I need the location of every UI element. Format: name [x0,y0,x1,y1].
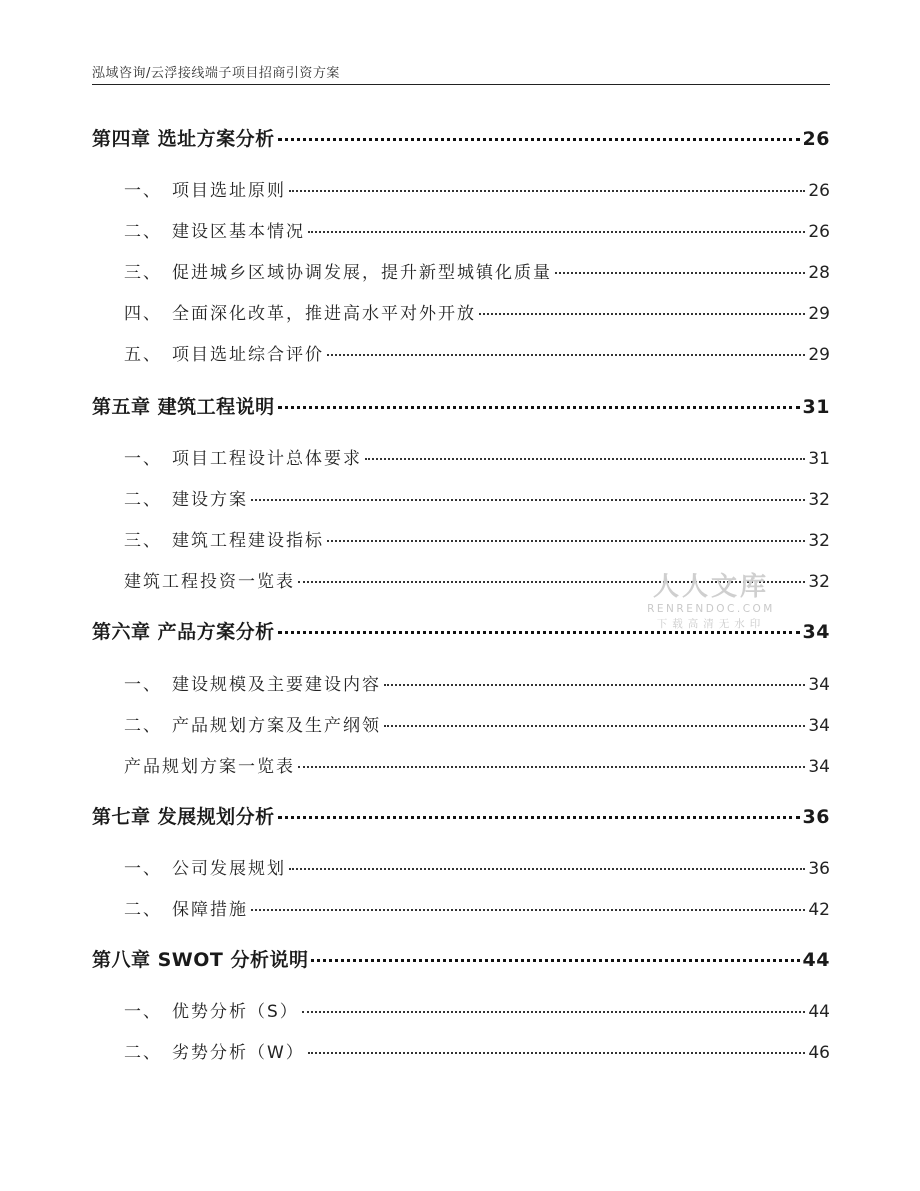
toc-entry-label: 建设方案 [172,490,248,510]
toc-entry-label: 建设区基本情况 [172,222,305,242]
dot-leader [384,684,805,686]
toc-page-number: 26 [802,128,830,150]
dot-leader [308,1052,806,1054]
toc-entry-label: 产品规划方案及生产纲领 [172,716,381,736]
toc-section[interactable] [124,711,830,736]
toc-chapter-7[interactable] [92,802,830,829]
dot-leader [251,909,805,911]
dot-leader [308,231,805,233]
toc-section[interactable] [124,526,830,551]
running-header: 泓域咨询/云浮接线端子项目招商引资方案 [92,66,340,81]
toc-page-number: 32 [808,531,830,551]
toc-section[interactable] [124,1038,830,1063]
section-number: 二、 [124,490,162,510]
section-number: 一、 [124,181,162,201]
toc-page-number: 46 [808,1043,830,1063]
dot-leader [311,959,799,962]
toc-page-number: 34 [808,675,830,695]
toc-entry-label: 第四章 选址方案分析 [92,128,275,150]
toc-entry-label: 项目选址综合评价 [172,345,324,365]
header-divider [92,84,830,85]
toc-page-number: 36 [802,806,830,828]
toc-page-number: 31 [808,449,830,469]
dot-leader [278,816,800,819]
toc-entry-label: 保障措施 [172,900,248,920]
toc-section[interactable] [124,217,830,242]
toc-chapter-4[interactable] [92,124,830,151]
dot-leader [327,540,805,542]
toc-entry-label: 建设规模及主要建设内容 [172,675,381,695]
toc-page-number: 42 [808,900,830,920]
toc-entry-label: 建筑工程建设指标 [172,531,324,551]
section-number: 一、 [124,859,162,879]
toc-section[interactable] [124,176,830,201]
dot-leader [327,354,805,356]
dot-leader [278,138,800,141]
dot-leader [251,499,805,501]
section-number: 二、 [124,900,162,920]
section-number: 三、 [124,531,162,551]
toc-table-entry[interactable] [124,752,830,777]
dot-leader [278,631,800,634]
dot-leader [278,406,800,409]
toc-section[interactable] [124,299,830,324]
toc-entry-label: 优势分析（S） [172,1002,299,1022]
dot-leader [384,725,805,727]
toc-entry-label: 促进城乡区域协调发展，提升新型城镇化质量 [172,263,552,283]
toc-page-number: 26 [808,181,830,201]
toc-page-number: 32 [808,572,830,592]
toc-section[interactable] [124,444,830,469]
dot-leader [555,272,805,274]
toc-entry-label: 建筑工程投资一览表 [124,572,295,592]
toc-section[interactable] [124,854,830,879]
dot-leader [479,313,805,315]
dot-leader [302,1011,806,1013]
watermark-title: 人人文库 [652,572,769,602]
toc-entry-label: 项目选址原则 [172,181,286,201]
toc-page-number: 31 [802,396,830,418]
toc-section[interactable] [124,340,830,365]
toc-page-number: 34 [808,757,830,777]
section-number: 一、 [124,449,162,469]
section-number: 五、 [124,345,162,365]
toc-entry-label: 产品规划方案一览表 [124,757,295,777]
watermark-domain: RENRENDOC.COM [647,603,775,615]
toc-section[interactable] [124,895,830,920]
toc-entry-label: 项目工程设计总体要求 [172,449,362,469]
section-number: 四、 [124,304,162,324]
section-number: 一、 [124,1002,162,1022]
toc-section[interactable] [124,670,830,695]
toc-page-number: 44 [802,949,830,971]
toc-page-number: 44 [808,1002,830,1022]
toc-page-number: 34 [802,621,830,643]
toc-page-number: 32 [808,490,830,510]
toc-entry-label: 全面深化改革，推进高水平对外开放 [172,304,476,324]
section-number: 二、 [124,716,162,736]
toc-page-number: 29 [808,345,830,365]
toc-page-number: 34 [808,716,830,736]
toc-page-number: 26 [808,222,830,242]
toc-page-number: 36 [808,859,830,879]
toc-section[interactable] [124,997,830,1022]
toc-chapter-5[interactable] [92,392,830,419]
dot-leader [289,190,805,192]
section-number: 三、 [124,263,162,283]
section-number: 二、 [124,1043,162,1063]
toc-entry-label: 劣势分析（W） [172,1043,305,1063]
section-number: 一、 [124,675,162,695]
toc-page-number: 28 [808,263,830,283]
toc-section[interactable] [124,485,830,510]
toc-section[interactable] [124,258,830,283]
dot-leader [289,868,805,870]
toc-entry-label: 第六章 产品方案分析 [92,621,275,643]
toc-entry-label: 第八章 SWOT 分析说明 [92,949,309,971]
toc-entry-label: 公司发展规划 [172,859,286,879]
toc-page-number: 29 [808,304,830,324]
toc-chapter-8[interactable] [92,945,830,972]
dot-leader [365,458,805,460]
toc-entry-label: 第五章 建筑工程说明 [92,396,275,418]
toc-entry-label: 第七章 发展规划分析 [92,806,275,828]
watermark-subtitle: 下载高清无水印 [656,618,766,630]
dot-leader [298,766,805,768]
section-number: 二、 [124,222,162,242]
watermark [644,566,778,631]
